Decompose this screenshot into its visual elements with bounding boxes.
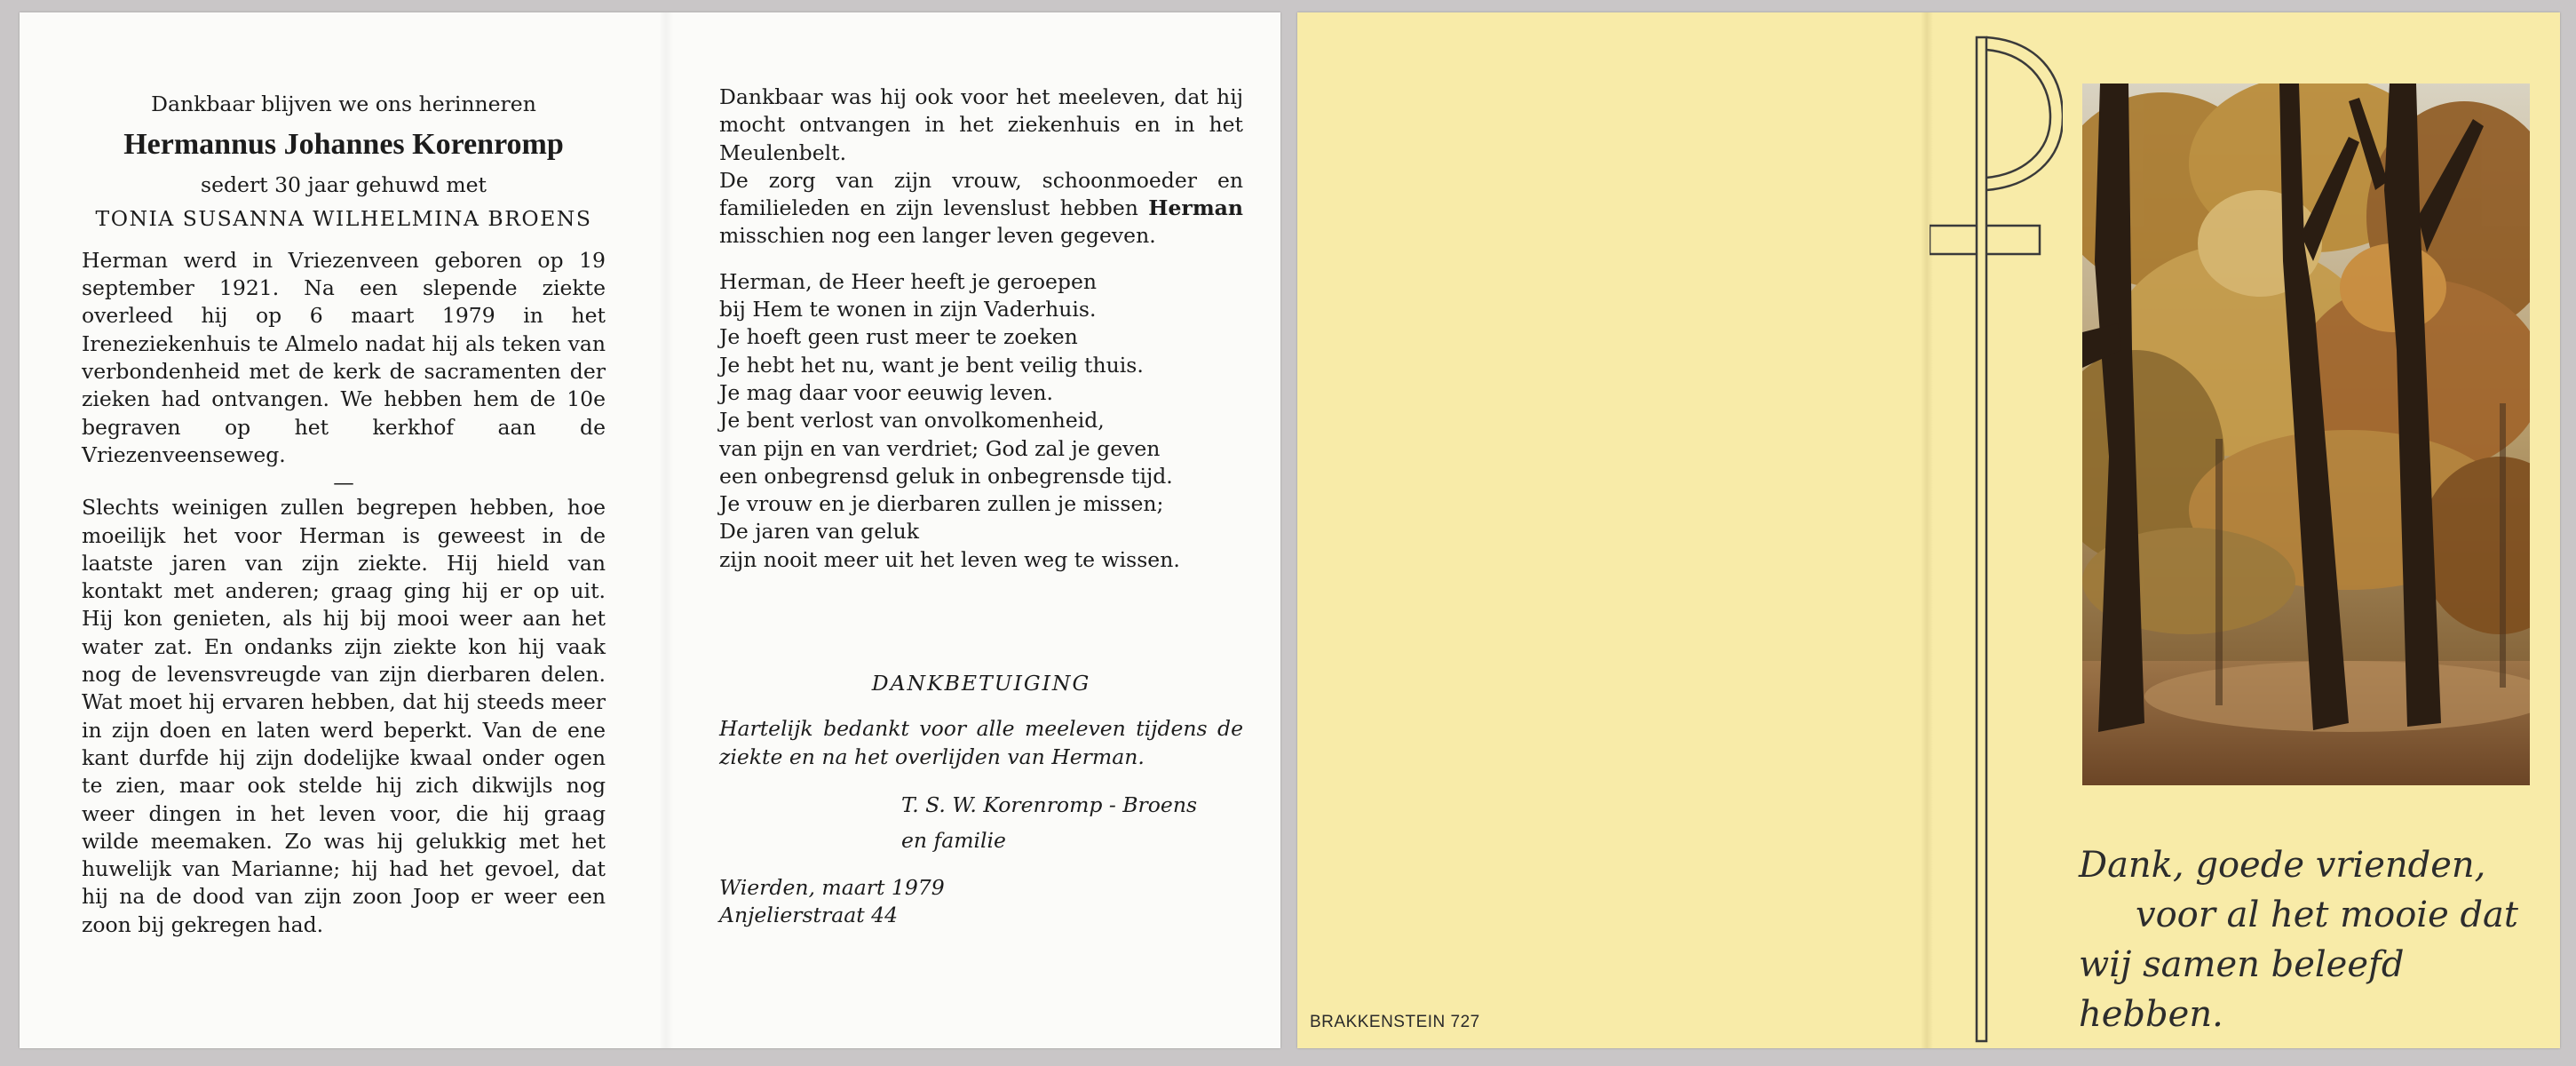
signature-name: T. S. W. Korenromp - Broens [901, 792, 1198, 817]
signature-family: en familie [901, 827, 1006, 853]
poem-line: zijn nooit meer uit het leven weg te wissen. [719, 546, 1180, 572]
left-column [82, 91, 606, 939]
paragraph-4-end: misschien nog een langer leven gegeven. [719, 223, 1156, 249]
paragraph-4-start: De zorg van zijn vrouw, schoonmoeder en familieleden en zijn levenslust hebben [719, 167, 1243, 221]
thanks-heading: DANKBETUIGING [871, 671, 1091, 696]
paragraph-4-name: Herman [1148, 195, 1243, 221]
inner-card [20, 12, 1280, 1048]
poem-line: Je mag daar voor eeuwig leven. [719, 379, 1053, 405]
poem-line: bij Hem te wonen in zijn Vaderhuis. [719, 297, 1097, 322]
biography-paragraph-4 [719, 167, 1243, 251]
poem-line: Je vrouw en je dierbaren zullen je missen; [719, 491, 1164, 517]
card-fold [659, 12, 673, 1048]
chi-rho-cross-icon [1930, 28, 2063, 1046]
motto-line-2: voor al het mooie dat [2136, 895, 2518, 935]
married-line: sedert 30 jaar gehuwd met [201, 172, 487, 198]
forest-image [2082, 84, 2530, 785]
motto-line-3: wij samen beleefd hebben. [2079, 944, 2405, 1035]
thanks-text: Hartelijk bedankt voor alle meeleven tijdens de ziekte en na het overlijden van Herman. [719, 716, 1243, 769]
intro-line: Dankbaar blijven we ons herinneren [151, 91, 536, 116]
poem-line: Herman, de Heer heeft je geroepen [719, 268, 1097, 294]
forest-photo [2082, 84, 2530, 785]
poem-line: Je hebt het nu, want je bent veilig thuis. [719, 352, 1144, 378]
right-column [719, 84, 1243, 930]
biography-paragraph-3: Dankbaar was hij ook voor het meeleven, dat hij mocht ontvangen in het ziekenhuis en in het Meulenbelt. [719, 84, 1243, 165]
biography-paragraph-2: Slechts weinigen zullen begrepen hebben, hoe moeilijk het voor Herman is geweest in de laatste jaren van zijn ziekte. Hij hield van kontakt met anderen; graag ging hij er op uit. Hij kon genieten, als hij bij mooi weer aan het water zat. En ondanks zijn ziekte kon hij vaak nog de levensvreugde van zijn dierbaren delen. Wat moet hij ervaren hebben, dat hij steeds meer in zijn doen en laten werd beperkt. Van de ene kant durfde hij zijn dodelijke kwaal onder ogen te zien, maar ook stelde hij zich dikwijls nog weer dingen in het leven voor, die hij graag wilde meemaken. Zo was hij gelukkig met het huwelijk van Marianne; hij had het gevoel, dat hij na de dood van zijn zoon Joop er weer een zoon bij gekregen had. [82, 495, 606, 937]
outer-card [1297, 12, 2560, 1048]
poem-line: Je bent verlost van onvolkomenheid, [719, 408, 1105, 434]
deceased-name: Hermannus Johannes Korenromp [123, 128, 564, 162]
poem-line: van pijn en van verdriet; God zal je geven [719, 435, 1161, 461]
place-date: Wierden, maart 1979 [719, 874, 945, 900]
motto [2079, 840, 2549, 1039]
poem-line: De jaren van geluk [719, 519, 919, 545]
poem-line: Je hoeft geen rust meer te zoeken [719, 324, 1078, 350]
publisher-mark: BRAKKENSTEIN 727 [1310, 1013, 1480, 1031]
address: Anjelierstraat 44 [719, 903, 899, 928]
separator-dash: — [333, 470, 354, 496]
spouse-name: TONIA SUSANNA WILHELMINA BROENS [95, 205, 592, 231]
biography-paragraph-1: Herman werd in Vriezenveen geboren op 19 september 1921. Na een slepende ziekte overleed hij op 6 maart 1979 in het Ireneziekenhuis te Almelo nadat hij als teken van verbondenheid met de kerk de sacramenten der zieken had ontvangen. We hebben hem de 10e begraven op het kerkhof aan de Vriezenveenseweg. [82, 247, 606, 467]
poem [719, 268, 1243, 574]
motto-line-1: Dank, goede vrienden, [2079, 845, 2486, 886]
poem-line: een onbegrensd geluk in onbegrensde tijd. [719, 463, 1173, 489]
